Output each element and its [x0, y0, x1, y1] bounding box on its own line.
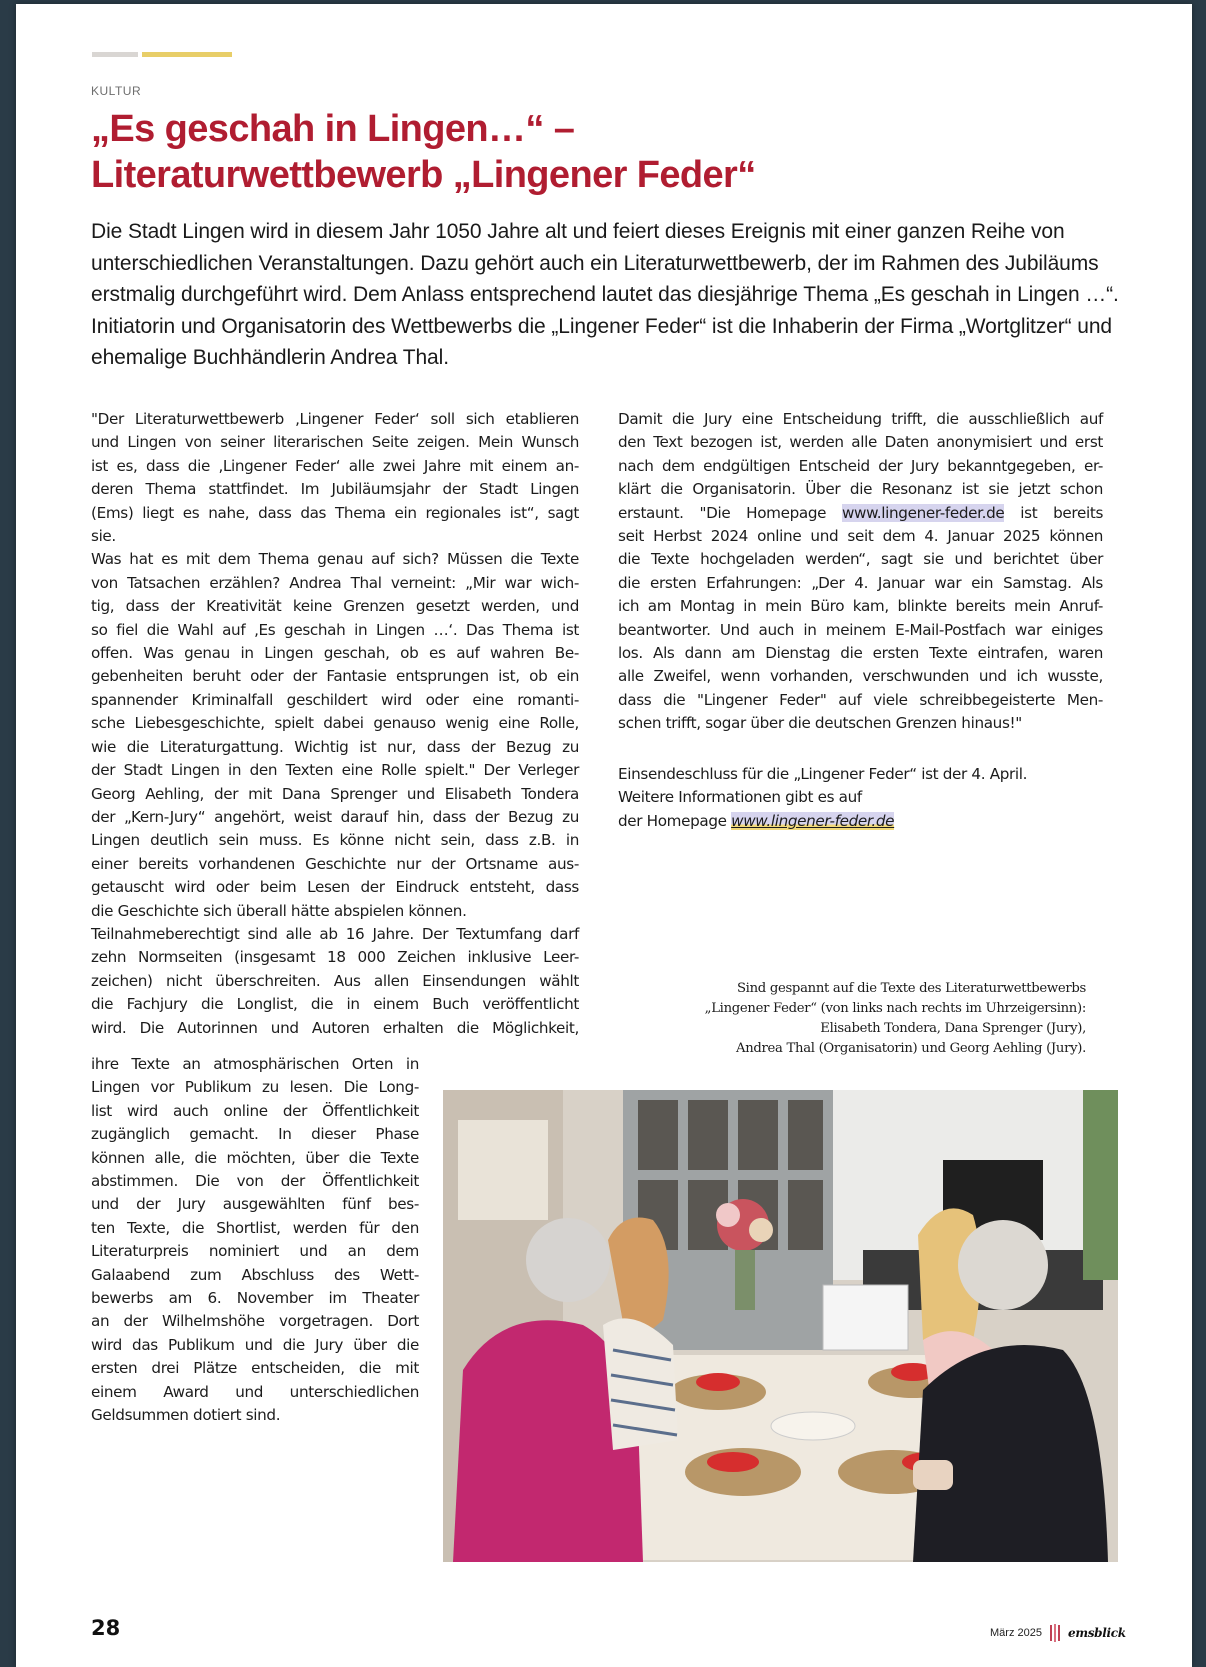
- body-text-line: schen trifft, sogar über die deutschen Grenzen hinaus!": [618, 714, 1022, 733]
- body-text-line: dass die "Lingener Feder" auf viele schreibbegeisterte Men-: [618, 690, 1103, 709]
- body-text-line: einem Award und unterschiedlichen: [91, 1382, 419, 1401]
- body-text-line: so fiel die Wahl auf ‚Es geschah in Lingen …‘. Das Thema ist: [91, 620, 579, 639]
- body-text-line: gebenheiten beruht oder der Fantasie entsprungen ist, ob ein: [91, 667, 579, 686]
- body-text-line: zehn Normseiten (insgesamt 18 000 Zeichen inklusive Leer-: [91, 948, 579, 967]
- homepage-line: [618, 810, 1103, 833]
- body-text-line: die ersten Erfahrungen: „Der 4. Januar war ein Samstag. Als: [618, 573, 1103, 592]
- body-text-line: wie die Literaturgattung. Wichtig ist nur, dass der Bezug zu: [91, 737, 579, 756]
- article-photo: [443, 1090, 1118, 1562]
- body-text-line: ist es, dass die ‚Lingener Feder‘ alle zwei Jahre mit einem an-: [91, 456, 579, 475]
- footer-branding: [990, 1624, 1126, 1642]
- body-column-right: [618, 408, 1103, 736]
- body-text-line: wird das Publikum und die Jury über die: [91, 1335, 419, 1354]
- body-text-line: spannender Kriminalfall geschildert wird oder eine romanti-: [91, 690, 579, 709]
- body-text-line: Lingen vor Publikum zu lesen. Die Long-: [91, 1078, 419, 1097]
- body-text-line: deren Thema stattfindet. Im Jubiläumsjahr der Stadt Lingen: [91, 480, 579, 499]
- text-fragment: der Homepage: [618, 811, 732, 830]
- body-text-line: abstimmen. Die von der Öffentlichkeit: [91, 1172, 419, 1191]
- body-text-line: (Ems) liegt es nahe, dass das Thema ein regionales ist“, sagt: [91, 503, 579, 522]
- headline-line-1: „Es geschah in Lingen…“ –: [91, 108, 575, 150]
- section-label: KULTUR: [91, 84, 142, 98]
- body-text-line: die Geschichte sich überall hätte abspielen können.: [91, 901, 467, 920]
- body-text-line: der „Kern-Jury“ angehört, weist darauf hin, dass der Bezug zu: [91, 807, 579, 826]
- body-text-line: Galaabend zum Abschluss des Wett-: [91, 1265, 419, 1284]
- body-text-line: Teilnahmeberechtigt sind alle ab 16 Jahre. Der Textumfang darf: [91, 924, 579, 943]
- body-text-line: einer bereits vorhandenen Geschichte nur der Ortsname aus-: [91, 854, 579, 873]
- body-text-line: ihre Texte an atmosphärischen Orten in: [91, 1055, 419, 1073]
- caption-line: Elisabeth Tondera, Dana Sprenger (Jury),: [820, 1021, 1086, 1036]
- decorative-rule-yellow: [142, 52, 232, 57]
- body-text-line: seit Herbst 2024 online und seit dem 4. Januar 2025 können: [618, 527, 1103, 546]
- body-text-line: Literaturpreis nominiert und an dem: [91, 1242, 419, 1261]
- homepage-link-inline[interactable]: www.lingener-feder.de: [841, 503, 1005, 522]
- body-column-left-continued: [91, 1053, 419, 1428]
- body-text-line: Georg Aehling, der mit Dana Sprenger und Elisabeth Tondera: [91, 784, 579, 803]
- deadline-block: [618, 763, 1103, 833]
- headline-line-2: Literaturwettbewerb „Lingener Feder“: [91, 154, 756, 196]
- body-text-line: den Text bezogen ist, werden alle Daten anonymisiert und erst: [618, 433, 1103, 452]
- body-text-line: list wird auch online der Öffentlichkeit: [91, 1101, 419, 1120]
- body-text-line: an der Wilhelmshöhe vorgetragen. Dort: [91, 1312, 419, 1331]
- body-text-line: klärt die Organisatorin. Über die Resonanz ist sie jetzt schon: [618, 480, 1103, 499]
- body-text-line: ich am Montag in mein Büro kam, blinkte bereits mein Anruf-: [618, 597, 1103, 616]
- body-text-line: los. Als dann am Dienstag die ersten Texte eintrafen, waren: [618, 644, 1103, 663]
- brand-name: emsblick: [1067, 1626, 1126, 1640]
- body-text-line: ten Texte, die Shortlist, werden für den: [91, 1218, 419, 1237]
- body-text-line: tig, dass der Kreativität keine Grenzen gesetzt werden, und: [91, 597, 579, 616]
- body-text-line: sche Liebesgeschichte, spielt dabei genauso wenig eine Rolle,: [91, 714, 579, 733]
- caption-line: Sind gespannt auf die Texte des Literaturwettbewerbs: [736, 981, 1086, 996]
- body-text-line: die Texte hochgeladen werden“, sagt sie und berichtet über: [618, 550, 1103, 569]
- caption-line: „Lingener Feder“ (von links nach rechts im Uhrzeigersinn):: [704, 1001, 1086, 1016]
- body-column-left: [91, 408, 579, 1040]
- body-text-line: getauscht wird oder beim Lesen der Eindruck entsteht, dass: [91, 878, 579, 897]
- paragraph-line-with-link: [618, 502, 1103, 525]
- homepage-link[interactable]: www.lingener-feder.de: [731, 811, 895, 830]
- body-text-line: "Der Literaturwettbewerb ‚Lingener Feder‘ soll sich etablieren: [91, 410, 579, 428]
- body-text-line: beantworter. Und auch in meinem E-Mail-Postfach war einiges: [618, 620, 1103, 639]
- issue-date: März 2025: [990, 1627, 1042, 1639]
- body-text-line: offen. Was genau in Lingen geschah, ob es auf wahren Be-: [91, 644, 579, 663]
- text-fragment: ist bereits: [1004, 503, 1104, 522]
- caption-line: Andrea Thal (Organisatorin) und Georg Aehling (Jury).: [735, 1041, 1086, 1056]
- body-text-line: alle Zweifel, wenn vorhanden, verschwunden und ich wusste,: [618, 667, 1103, 686]
- magazine-page: [16, 4, 1192, 1667]
- article-lead: Die Stadt Lingen wird in diesem Jahr 1050 Jahre alt und feiert dieses Ereignis mit einer ganzen Reihe von unterschiedlichen Veranstaltungen. Dazu gehört auch ein Literaturwettbewerb, der im Rahmen des Jubiläums erstmalig durchgeführt wird. Dem Anlass entsprechend lautet das diesjährige Thema „Es geschah in Lingen …“. Initiatorin und Organisatorin des Wettbewerbs die „Lingener Feder“ ist die Inhaberin der Firma „Wortglitzer“ und ehemalige Buchhändlerin Andrea Thal.: [91, 220, 1119, 369]
- page-number: 28: [91, 1616, 121, 1640]
- body-text-line: der Stadt Lingen in den Texten eine Rolle spielt." Der Verleger: [91, 761, 579, 780]
- body-text-line: zugänglich gemacht. In dieser Phase: [91, 1125, 419, 1144]
- photo-caption: [626, 979, 1086, 1059]
- body-text-line: zeichen) nicht überschreiten. Aus allen Einsendungen wählt: [91, 971, 579, 990]
- body-text-line: Geldsummen dotiert sind.: [91, 1406, 281, 1425]
- decorative-rule-grey: [92, 52, 138, 57]
- text-fragment: erstaunt. "Die Homepage: [618, 503, 842, 522]
- body-text-line: können alle, die möchten, über die Texte: [91, 1148, 419, 1167]
- body-text-line: wird. Die Autorinnen und Autoren erhalten die Möglichkeit,: [91, 1018, 579, 1037]
- deadline-text: Einsendeschluss für die „Lingener Feder“ ist der 4. April.: [618, 765, 1028, 783]
- body-text-line: sie.: [91, 527, 116, 546]
- body-text-line: und der Jury ausgewählten fünf bes-: [91, 1195, 419, 1214]
- brand-logo-icon: [1050, 1624, 1060, 1642]
- body-text-line: von Tatsachen erzählen? Andrea Thal verneint: „Mir war wich-: [91, 573, 579, 592]
- body-text-line: nach dem endgültigen Entscheid der Jury bekanntgegeben, er-: [618, 456, 1103, 475]
- body-text-line: Lingen deutlich sein muss. Es könne nicht sein, dass z.B. in: [91, 831, 579, 850]
- body-text-line: Damit die Jury eine Entscheidung trifft, die ausschließlich auf: [618, 410, 1103, 428]
- body-text-line: die Fachjury die Longlist, die in einem Buch veröffentlicht: [91, 995, 579, 1014]
- body-text-line: und Lingen von seiner literarischen Seite zeigen. Mein Wunsch: [91, 433, 579, 452]
- body-text-line: Was hat es mit dem Thema genau auf sich? Müssen die Texte: [91, 550, 579, 569]
- article-headline: [91, 106, 1151, 198]
- body-text-line: bewerbs am 6. November im Theater: [91, 1289, 419, 1308]
- photo-jury-at-table: [443, 1090, 1118, 1562]
- info-text: Weitere Informationen gibt es auf: [618, 788, 862, 807]
- body-text-line: ersten drei Plätze entscheiden, die mit: [91, 1359, 419, 1378]
